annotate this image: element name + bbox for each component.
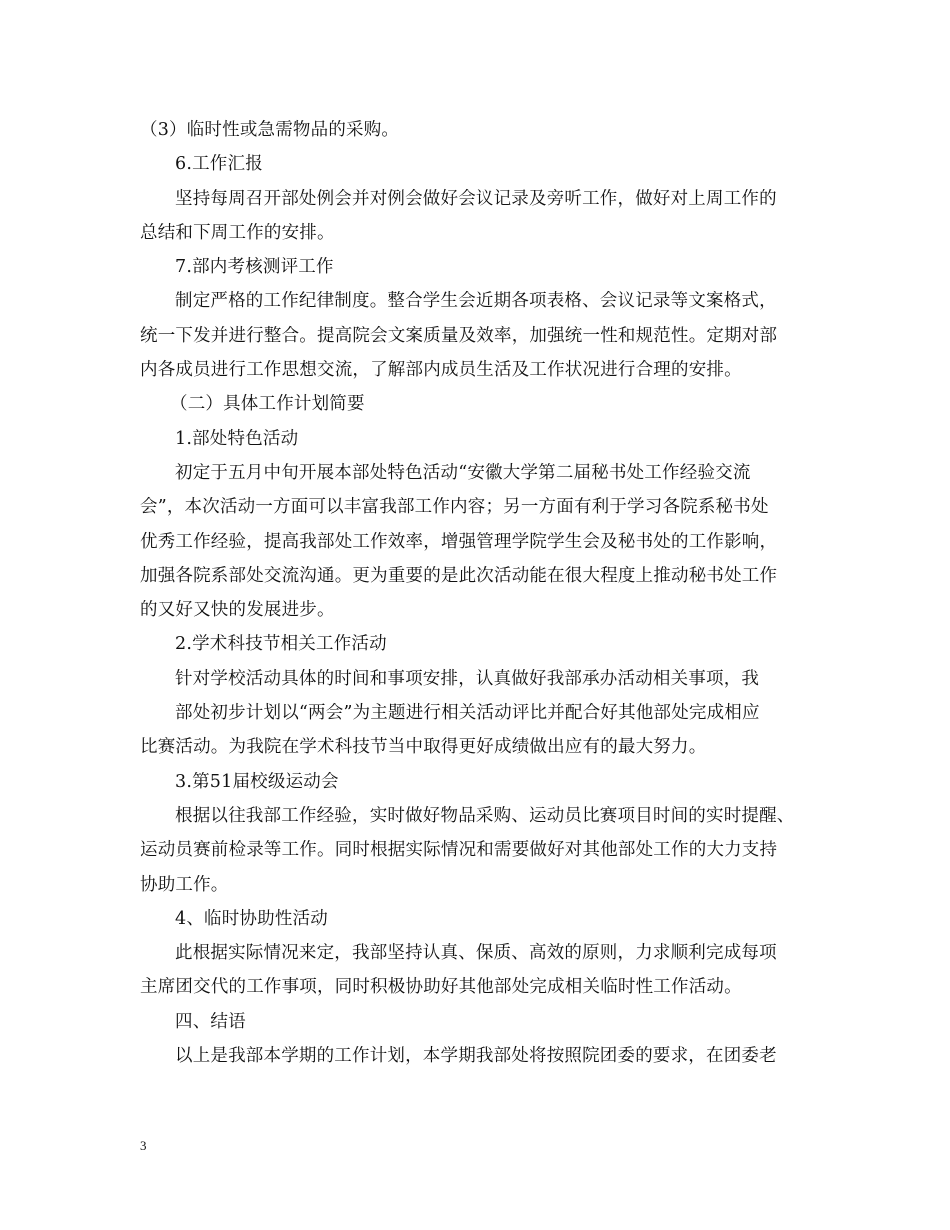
paragraph-line: 主席团交代的工作事项，同时积极协助好其他部处完成相关临时性工作活动。 xyxy=(140,977,742,998)
section-heading-featured-activity: 1.部处特色活动 xyxy=(175,428,299,449)
page-number: 3 xyxy=(140,1138,147,1153)
section-heading-conclusion: 四、结语 xyxy=(175,1011,246,1032)
section-heading-temporary-activities: 4、临时协助性活动 xyxy=(175,908,328,929)
paragraph-line: 初定于五月中旬开展本部处特色活动“安徽大学第二届秘书处工作经验交流 xyxy=(175,462,751,483)
section-heading-assessment: 7.部内考核测评工作 xyxy=(175,257,334,278)
paragraph-line: 针对学校活动具体的时间和事项安排，认真做好我部承办活动相关事项，我 xyxy=(175,668,760,689)
paragraph-line: 此根据实际情况来定，我部坚持认真、保质、高效的原则，力求顺利完成每项 xyxy=(175,943,777,964)
paragraph-line: 会”，本次活动一方面可以丰富我部工作内容；另一方面有利于学习各院系秘书处 xyxy=(140,497,769,518)
section-heading-sports-meet: 3.第51届校级运动会 xyxy=(175,771,339,792)
paragraph-line: 优秀工作经验，提高我部处工作效率，增强管理学院学生会及秘书处的工作影响， xyxy=(140,531,778,552)
paragraph-line: 统一下发并进行整合。提高院会文案质量及效率，加强统一性和规范性。定期对部 xyxy=(140,325,778,346)
paragraph-line: 协助工作。 xyxy=(140,874,229,895)
paragraph-line: 坚持每周召开部处例会并对例会做好会议记录及旁听工作，做好对上周工作的 xyxy=(175,188,777,209)
list-item-purchase: （3）临时性或急需物品的采购。 xyxy=(140,120,400,140)
paragraph-line: 运动员赛前检录等工作。同时根据实际情况和需要做好对其他部处工作的大力支持 xyxy=(140,840,778,861)
paragraph-line: 内各成员进行工作思想交流，了解部内成员生活及工作状况进行合理的安排。 xyxy=(140,360,742,381)
paragraph-line: 比赛活动。为我院在学术科技节当中取得更好成绩做出应有的最大努力。 xyxy=(140,737,707,758)
paragraph-line: 制定严格的工作纪律制度。整合学生会近期各项表格、会议记录等文案格式， xyxy=(175,291,777,312)
section-heading-tech-festival: 2.学术科技节相关工作活动 xyxy=(175,634,387,655)
section-heading-work-report: 6.工作汇报 xyxy=(175,154,263,175)
paragraph-line: 的又好又快的发展进步。 xyxy=(140,600,335,621)
paragraph-line: 部处初步计划以“两会”为主题进行相关活动评比并配合好其他部处完成相应 xyxy=(175,703,760,724)
section-heading-plan-summary: （二）具体工作计划简要 xyxy=(170,394,365,415)
paragraph-line: 加强各院系部处交流沟通。更为重要的是此次活动能在很大程度上推动秘书处工作 xyxy=(140,565,778,586)
document-body xyxy=(140,113,830,1073)
paragraph-line: 总结和下周工作的安排。 xyxy=(140,222,335,243)
paragraph-line: 以上是我部本学期的工作计划，本学期我部处将按照院团委的要求，在团委老 xyxy=(175,1046,777,1067)
paragraph-line: 根据以往我部工作经验，实时做好物品采购、运动员比赛项目时间的实时提醒、 xyxy=(175,805,795,826)
